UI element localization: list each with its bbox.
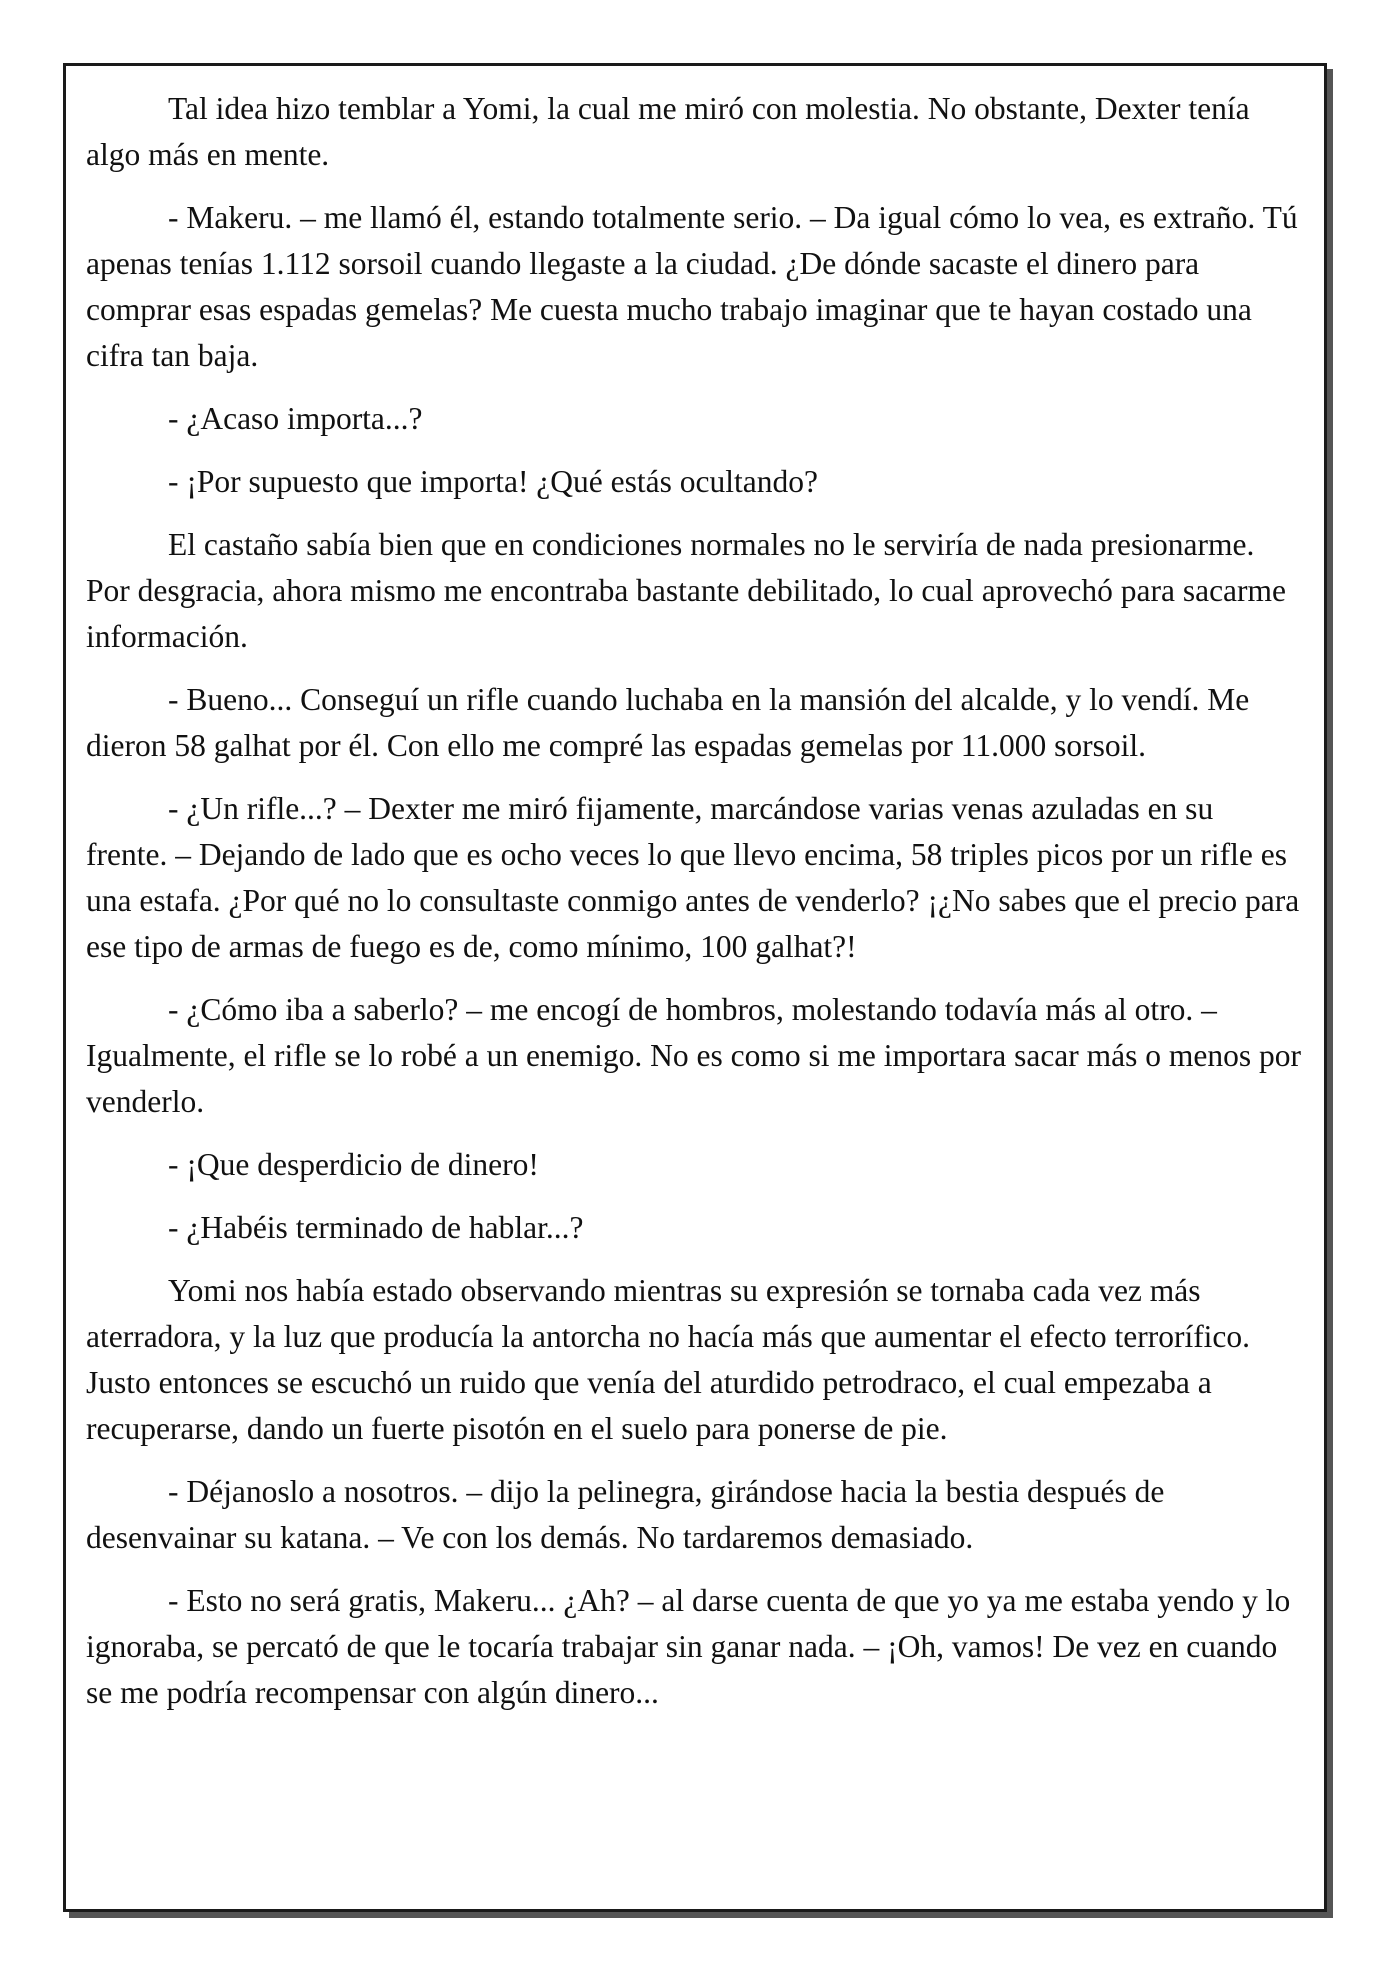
paragraph: Tal idea hizo temblar a Yomi, la cual me miró con molestia. No obstante, Dexter tenía algo más en mente. (86, 91, 1250, 172)
paragraph: - ¿Un rifle...? – Dexter me miró fijamente, marcándose varias venas azuladas en su frente. – Dejando de lado que es ocho veces lo que llevo encima, 58 triples picos por un rifle es una estafa. ¿Por qué no lo consultaste conmigo antes de venderlo? ¡¿No sabes que el precio para ese tipo de armas de fuego es de, como mínimo, 100 galhat?! (86, 791, 1300, 964)
paragraph: - ¿Acaso importa...? (168, 401, 423, 436)
document-body (86, 86, 1302, 1733)
paragraph: - ¡Por supuesto que importa! ¿Qué estás ocultando? (168, 464, 818, 499)
paragraph: - ¡Que desperdicio de dinero! (168, 1147, 539, 1182)
paragraph: - ¿Cómo iba a saberlo? – me encogí de hombros, molestando todavía más al otro. – Igualmente, el rifle se lo robé a un enemigo. No es como si me importara sacar más o menos por venderlo. (86, 992, 1301, 1119)
page-frame (63, 63, 1327, 1912)
paragraph: Yomi nos había estado observando mientras su expresión se tornaba cada vez más aterradora, y la luz que producía la antorcha no hacía más que aumentar el efecto terrorífico. Justo entonces se escuchó un ruido que venía del aturdido petrodraco, el cual empezaba a recuperarse, dando un fuerte pisotón en el suelo para ponerse de pie. (86, 1273, 1251, 1446)
paragraph: - Esto no será gratis, Makeru... ¿Ah? – al darse cuenta de que yo ya me estaba yendo y lo ignoraba, se percató de que le tocaría trabajar sin ganar nada. – ¡Oh, vamos! De vez en cuando se me podría recompensar con algún dinero... (86, 1583, 1291, 1710)
paragraph: - Bueno... Conseguí un rifle cuando luchaba en la mansión del alcalde, y lo vendí. Me dieron 58 galhat por él. Con ello me compré las espadas gemelas por 11.000 sorsoil. (86, 682, 1250, 763)
paragraph: El castaño sabía bien que en condiciones normales no le serviría de nada presionarme. Por desgracia, ahora mismo me encontraba bastante debilitado, lo cual aprovechó para sacarme información. (86, 527, 1286, 654)
paragraph: - ¿Habéis terminado de hablar...? (168, 1210, 584, 1245)
paragraph: - Makeru. – me llamó él, estando totalmente serio. – Da igual cómo lo vea, es extraño. Tú apenas tenías 1.112 sorsoil cuando llegaste a la ciudad. ¿De dónde sacaste el dinero para comprar esas espadas gemelas? Me cuesta mucho trabajo imaginar que te hayan costado una cifra tan baja. (86, 200, 1298, 373)
paragraph: - Déjanoslo a nosotros. – dijo la pelinegra, girándose hacia la bestia después de desenvainar su katana. – Ve con los demás. No tardaremos demasiado. (86, 1474, 1165, 1555)
